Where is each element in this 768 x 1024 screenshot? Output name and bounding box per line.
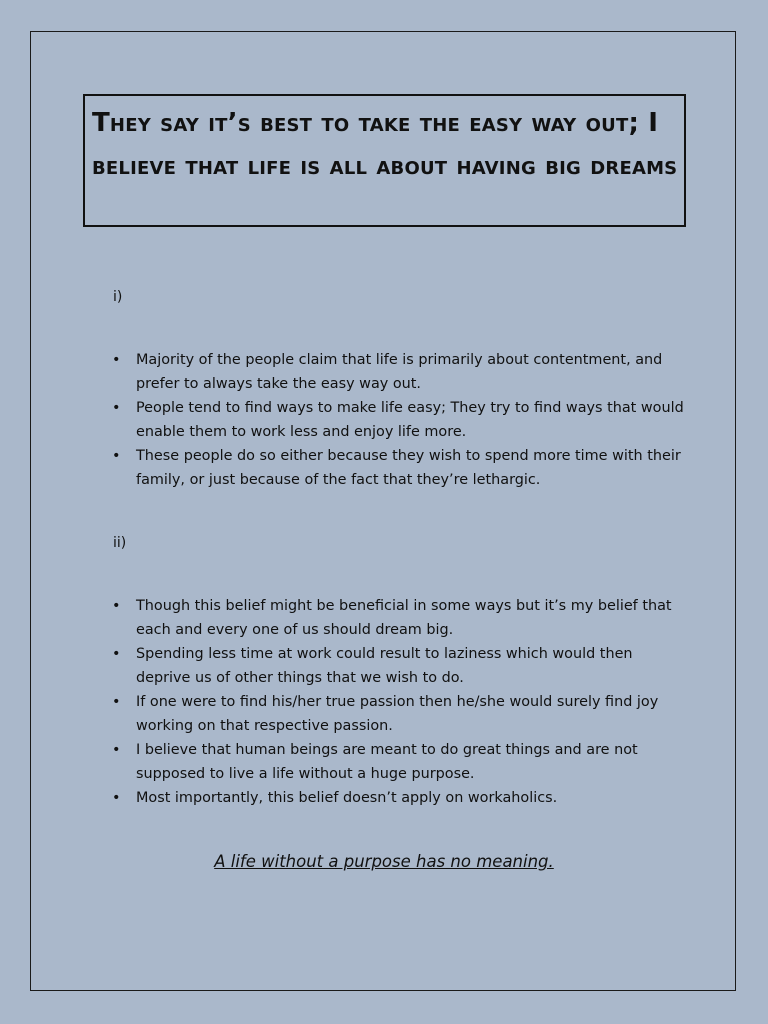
section-label-i: i) xyxy=(113,289,123,305)
bullet-list-section-ii xyxy=(110,594,690,810)
bullet-icon: • xyxy=(112,400,121,416)
section-label-ii: ii) xyxy=(113,535,127,551)
list-item: • If one were to find his/her true passion then he/she would surely find joy working on that respective passion. xyxy=(110,690,690,738)
title-box xyxy=(83,94,686,227)
list-item: • Majority of the people claim that life is primarily about contentment, and prefer to always take the easy way out. xyxy=(110,348,690,396)
document-title: They say it’s best to take the easy way out; I believe that life is all about having big dreams xyxy=(92,108,678,181)
conclusion-statement: A life without a purpose has no meaning. xyxy=(214,852,554,871)
bullet-icon: • xyxy=(112,742,121,758)
list-item: • Most importantly, this belief doesn’t apply on workaholics. xyxy=(110,786,690,810)
bullet-icon: • xyxy=(112,694,121,710)
list-item: • These people do so either because they wish to spend more time with their family, or just because of the fact that they’re lethargic. xyxy=(110,444,690,492)
bullet-icon: • xyxy=(112,598,121,614)
list-item: • Spending less time at work could result to laziness which would then deprive us of other things that we wish to do. xyxy=(110,642,690,690)
bullet-icon: • xyxy=(112,352,121,368)
bullet-icon: • xyxy=(112,790,121,806)
list-item: • People tend to find ways to make life easy; They try to find ways that would enable them to work less and enjoy life more. xyxy=(110,396,690,444)
list-item: • I believe that human beings are meant to do great things and are not supposed to live a life without a huge purpose. xyxy=(110,738,690,786)
bullet-icon: • xyxy=(112,646,121,662)
list-item: • Though this belief might be beneficial in some ways but it’s my belief that each and every one of us should dream big. xyxy=(110,594,690,642)
bullet-list-section-i xyxy=(110,348,690,492)
bullet-icon: • xyxy=(112,448,121,464)
